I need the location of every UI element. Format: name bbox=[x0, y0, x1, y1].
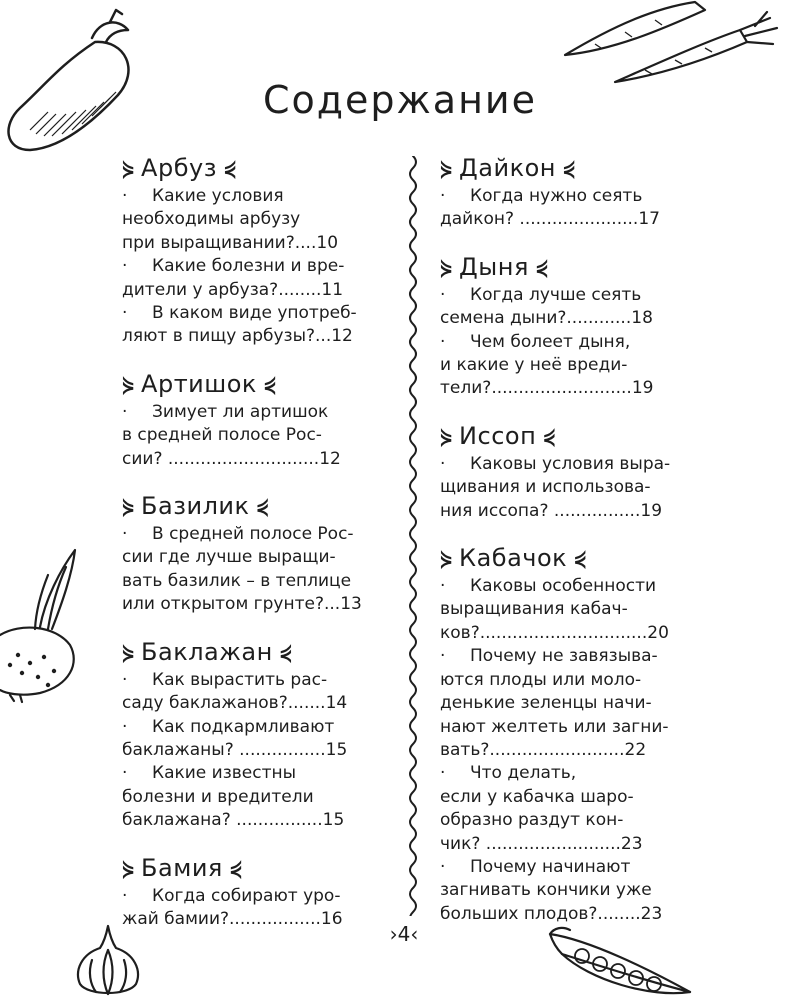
entry-line bbox=[440, 762, 708, 785]
toc-entry[interactable] bbox=[440, 331, 708, 401]
entry-line bbox=[122, 570, 394, 593]
entry-text: жай бамии? bbox=[122, 908, 230, 929]
entry-text: Как вырастить рас- bbox=[152, 669, 328, 690]
heading-ornament-left-icon: ⋟ bbox=[122, 494, 135, 519]
entry-line bbox=[122, 523, 394, 546]
entry-line bbox=[440, 692, 708, 715]
bullet-icon: · bbox=[122, 256, 128, 277]
toc-entry[interactable] bbox=[440, 453, 708, 523]
entry-text: баклажана? bbox=[122, 810, 231, 831]
heading-ornament-left-icon: ⋟ bbox=[122, 855, 135, 880]
section-heading bbox=[122, 639, 394, 665]
entry-text: Как подкармливают bbox=[152, 716, 335, 737]
entry-line bbox=[440, 476, 708, 499]
bullet-icon: · bbox=[122, 186, 128, 206]
entry-text: при выращивании? bbox=[122, 232, 295, 253]
bullet-icon: · bbox=[122, 303, 128, 324]
entry-text: чик? bbox=[440, 833, 481, 854]
folio-mark-left: › bbox=[389, 922, 398, 946]
heading-ornament-right-icon: ⋞ bbox=[256, 494, 269, 519]
entry-page-number: 14 bbox=[325, 693, 348, 714]
heading-ornament-left-icon: ⋟ bbox=[122, 371, 135, 396]
entry-line bbox=[122, 401, 394, 424]
toc-entry[interactable] bbox=[122, 885, 394, 932]
entry-text: Почему не завязыва- bbox=[470, 646, 658, 667]
entry-text: дайкон? bbox=[440, 209, 515, 230]
toc-entry[interactable] bbox=[440, 762, 708, 856]
heading-ornament-right-icon: ⋞ bbox=[263, 371, 276, 396]
entry-line bbox=[440, 879, 708, 902]
toc-entry[interactable] bbox=[440, 284, 708, 331]
entry-text: дители у арбуза? bbox=[122, 279, 279, 300]
entry-text: ков? bbox=[440, 622, 480, 643]
entry-line bbox=[122, 739, 394, 762]
onion-icon bbox=[0, 545, 85, 705]
entry-line bbox=[440, 716, 708, 739]
toc-section bbox=[122, 155, 394, 349]
bullet-icon: · bbox=[122, 401, 128, 422]
heading-ornament-left-icon: ⋟ bbox=[440, 546, 453, 571]
heading-ornament-left-icon: ⋟ bbox=[122, 639, 135, 664]
section-title: Кабачок bbox=[459, 544, 568, 573]
entry-text: ются плоды или моло- bbox=[440, 669, 642, 690]
dot-leader: ................ bbox=[230, 810, 323, 831]
entry-line bbox=[440, 377, 708, 400]
bullet-icon: · bbox=[440, 284, 446, 305]
entry-text: щивания и использова- bbox=[440, 477, 651, 498]
entry-text: В средней полосе Рос- bbox=[152, 524, 354, 545]
heading-ornament-left-icon: ⋟ bbox=[440, 156, 453, 180]
entry-text: ния иссопа? bbox=[440, 500, 549, 521]
section-title: Дайкон bbox=[459, 154, 556, 182]
entry-text: Когда нужно сеять bbox=[470, 186, 643, 206]
entry-line bbox=[440, 809, 708, 832]
dot-leader: ................. bbox=[229, 908, 321, 929]
entry-text: баклажаны? bbox=[122, 739, 234, 760]
entry-text: образно раздут кон- bbox=[440, 810, 624, 831]
entry-text: больших плодов? bbox=[440, 903, 598, 924]
heading-ornament-left-icon: ⋟ bbox=[440, 423, 453, 448]
entry-line bbox=[122, 593, 394, 616]
entry-text: Когда лучше сеять bbox=[470, 284, 642, 305]
entry-line bbox=[440, 669, 708, 692]
toc-entry[interactable] bbox=[440, 856, 708, 926]
entry-text: сии? bbox=[122, 448, 163, 469]
section-title: Базилик bbox=[141, 492, 250, 521]
heading-ornament-right-icon: ⋞ bbox=[223, 156, 237, 180]
section-title: Арбуз bbox=[141, 154, 217, 182]
entry-line bbox=[440, 453, 708, 476]
section-title: Дыня bbox=[459, 252, 529, 281]
entry-text: Какие болезни и вре- bbox=[152, 256, 345, 277]
bullet-icon: · bbox=[440, 856, 446, 877]
entry-text: Почему начинают bbox=[470, 856, 631, 877]
section-title: Артишок bbox=[141, 369, 257, 398]
carrot-icon bbox=[555, 0, 800, 90]
toc-entry[interactable] bbox=[122, 669, 394, 716]
entry-page-number: 19 bbox=[631, 378, 654, 399]
entry-text: болезни и вредители bbox=[122, 786, 314, 807]
entry-page-number: 10 bbox=[316, 232, 339, 253]
entry-page-number: 15 bbox=[325, 739, 348, 760]
toc-section bbox=[440, 545, 708, 926]
dot-leader: ......................... bbox=[489, 739, 625, 760]
entry-line bbox=[122, 908, 394, 931]
bullet-icon: · bbox=[122, 524, 128, 545]
toc-section bbox=[440, 423, 708, 523]
entry-line bbox=[122, 424, 394, 447]
section-heading bbox=[122, 855, 394, 881]
entry-page-number: 19 bbox=[640, 500, 663, 521]
bullet-icon: · bbox=[122, 669, 128, 690]
toc-section bbox=[122, 493, 394, 617]
entry-line bbox=[440, 185, 708, 208]
entry-line bbox=[122, 325, 394, 348]
toc-entry[interactable] bbox=[122, 255, 394, 302]
heading-ornament-left-icon: ⋟ bbox=[440, 254, 453, 279]
entry-line bbox=[440, 645, 708, 668]
entry-line bbox=[122, 809, 394, 832]
toc-section bbox=[440, 155, 708, 232]
entry-text: вать базилик – в теплице bbox=[122, 570, 352, 591]
entry-text: В каком виде употреб- bbox=[152, 303, 357, 324]
entry-line bbox=[440, 856, 708, 879]
entry-page-number: 18 bbox=[631, 308, 653, 329]
entry-line bbox=[122, 448, 394, 471]
entry-text: сии где лучше выращи- bbox=[122, 547, 336, 568]
heading-ornament-right-icon: ⋞ bbox=[543, 423, 556, 448]
heading-ornament-right-icon: ⋞ bbox=[574, 546, 587, 571]
entry-text: денькие зеленцы начи- bbox=[440, 693, 652, 714]
heading-ornament-right-icon: ⋞ bbox=[562, 156, 576, 180]
heading-ornament-left-icon: ⋟ bbox=[122, 156, 135, 180]
dot-leader: ... bbox=[323, 594, 341, 615]
dot-leader: ........ bbox=[278, 279, 322, 300]
toc-entry[interactable] bbox=[440, 575, 708, 645]
entry-text: и какие у неё вреди- bbox=[440, 355, 628, 376]
entry-line bbox=[440, 331, 708, 354]
entry-line bbox=[122, 692, 394, 715]
dot-leader: .... bbox=[294, 232, 317, 253]
toc-entry[interactable] bbox=[440, 185, 708, 232]
toc-entry[interactable] bbox=[122, 302, 394, 349]
entry-line bbox=[122, 546, 394, 569]
section-heading bbox=[440, 254, 708, 280]
entry-line bbox=[122, 255, 394, 278]
page-title: Содержание bbox=[263, 78, 537, 122]
entry-line bbox=[122, 279, 394, 302]
entry-text: семена дыни? bbox=[440, 308, 567, 329]
toc-entry[interactable] bbox=[122, 716, 394, 763]
section-title: Иссоп bbox=[459, 421, 537, 450]
bullet-icon: · bbox=[122, 763, 128, 784]
toc-column-right bbox=[440, 155, 708, 948]
entry-page-number: 20 bbox=[647, 622, 669, 643]
bullet-icon: · bbox=[440, 331, 446, 352]
dot-leader: ............................ bbox=[162, 448, 320, 469]
entry-line bbox=[440, 598, 708, 621]
entry-line bbox=[440, 903, 708, 926]
section-heading bbox=[122, 371, 394, 397]
section-title: Баклажан bbox=[141, 637, 273, 666]
dot-leader: ......................... bbox=[480, 833, 621, 854]
entry-line bbox=[122, 762, 394, 785]
entry-text: необходимы арбузу bbox=[122, 209, 301, 230]
entry-page-number: 23 bbox=[640, 903, 663, 924]
entry-line bbox=[122, 232, 394, 255]
entry-text: ляют в пищу арбузы? bbox=[122, 326, 316, 347]
dot-leader: ................ bbox=[548, 500, 641, 521]
entry-page-number: 23 bbox=[620, 833, 643, 854]
entry-page-number: 22 bbox=[624, 739, 647, 760]
entry-page-number: 15 bbox=[322, 810, 345, 831]
entry-line bbox=[122, 786, 394, 809]
entry-line bbox=[440, 208, 708, 231]
folio-mark-right: ‹ bbox=[410, 922, 419, 946]
entry-line bbox=[122, 885, 394, 908]
entry-line bbox=[440, 786, 708, 809]
toc-entry[interactable] bbox=[122, 401, 394, 471]
bullet-icon: · bbox=[122, 716, 128, 737]
section-heading bbox=[122, 493, 394, 519]
entry-line bbox=[440, 284, 708, 307]
column-divider bbox=[406, 156, 420, 916]
dot-leader: ....... bbox=[287, 693, 326, 714]
entry-line bbox=[122, 669, 394, 692]
entry-line bbox=[440, 739, 708, 762]
entry-text: Каковы условия выра- bbox=[470, 453, 671, 474]
dot-leader: ................ bbox=[233, 739, 326, 760]
entry-page-number: 12 bbox=[331, 326, 353, 347]
entry-text: саду баклажанов? bbox=[122, 693, 288, 714]
entry-line bbox=[122, 208, 394, 231]
entry-line bbox=[440, 307, 708, 330]
section-heading bbox=[122, 155, 394, 181]
entry-line bbox=[440, 833, 708, 856]
entry-line bbox=[122, 185, 394, 208]
dot-leader: .......................... bbox=[491, 378, 632, 399]
toc-section bbox=[440, 254, 708, 401]
bullet-icon: · bbox=[122, 885, 128, 906]
page-number bbox=[384, 922, 424, 946]
bullet-icon: · bbox=[440, 453, 446, 474]
entry-text: Каковы особенности bbox=[470, 576, 657, 597]
entry-line bbox=[122, 302, 394, 325]
heading-ornament-right-icon: ⋞ bbox=[279, 639, 292, 664]
entry-text: Чем болеет дыня, bbox=[470, 331, 631, 352]
section-heading bbox=[440, 423, 708, 449]
dot-leader: ... bbox=[315, 326, 332, 347]
entry-text: тели? bbox=[440, 378, 492, 399]
entry-line bbox=[440, 575, 708, 598]
bullet-icon: · bbox=[440, 576, 446, 597]
entry-text: Что делать, bbox=[470, 763, 577, 784]
entry-text: загнивать кончики уже bbox=[440, 880, 652, 901]
entry-text: или открытом грунте? bbox=[122, 594, 324, 615]
entry-page-number: 13 bbox=[340, 594, 362, 615]
toc-entry[interactable] bbox=[440, 645, 708, 762]
entry-page-number: 11 bbox=[321, 279, 344, 300]
dot-leader: ............................... bbox=[479, 622, 648, 643]
entry-text: Какие известны bbox=[152, 763, 297, 784]
bullet-icon: · bbox=[440, 186, 446, 206]
dot-leader: ............ bbox=[566, 308, 632, 329]
entry-text: если у кабачка шаро- bbox=[440, 786, 634, 807]
entry-page-number: 17 bbox=[638, 209, 660, 230]
section-heading bbox=[440, 155, 708, 181]
heading-ornament-right-icon: ⋞ bbox=[535, 254, 548, 279]
dot-leader: ...................... bbox=[514, 209, 639, 230]
toc-entry[interactable] bbox=[122, 523, 394, 617]
entry-text: выращивания кабач- bbox=[440, 599, 628, 620]
entry-line bbox=[440, 354, 708, 377]
section-title: Бамия bbox=[141, 853, 223, 882]
entry-line bbox=[440, 500, 708, 523]
entry-page-number: 16 bbox=[320, 908, 343, 929]
bullet-icon: · bbox=[440, 763, 446, 784]
entry-text: вать? bbox=[440, 739, 490, 760]
toc-column-left bbox=[122, 155, 394, 953]
entry-text: в средней полосе Рос- bbox=[122, 425, 322, 446]
bullet-icon: · bbox=[440, 646, 446, 667]
heading-ornament-right-icon: ⋞ bbox=[229, 855, 242, 880]
toc-entry[interactable] bbox=[122, 762, 394, 832]
entry-line bbox=[122, 716, 394, 739]
toc-section bbox=[122, 855, 394, 932]
toc-section bbox=[122, 639, 394, 833]
toc-entry[interactable] bbox=[122, 185, 394, 255]
entry-text: Зимует ли артишок bbox=[152, 401, 329, 422]
toc-section bbox=[122, 371, 394, 471]
entry-text: нают желтеть или загни- bbox=[440, 716, 669, 737]
entry-text: Какие условия bbox=[152, 186, 284, 206]
entry-page-number: 12 bbox=[319, 448, 341, 469]
entry-line bbox=[440, 622, 708, 645]
entry-text: Когда собирают уро- bbox=[152, 885, 341, 906]
dot-leader: ........ bbox=[597, 903, 641, 924]
page-number-value: 4 bbox=[397, 922, 411, 946]
section-heading bbox=[440, 545, 708, 571]
